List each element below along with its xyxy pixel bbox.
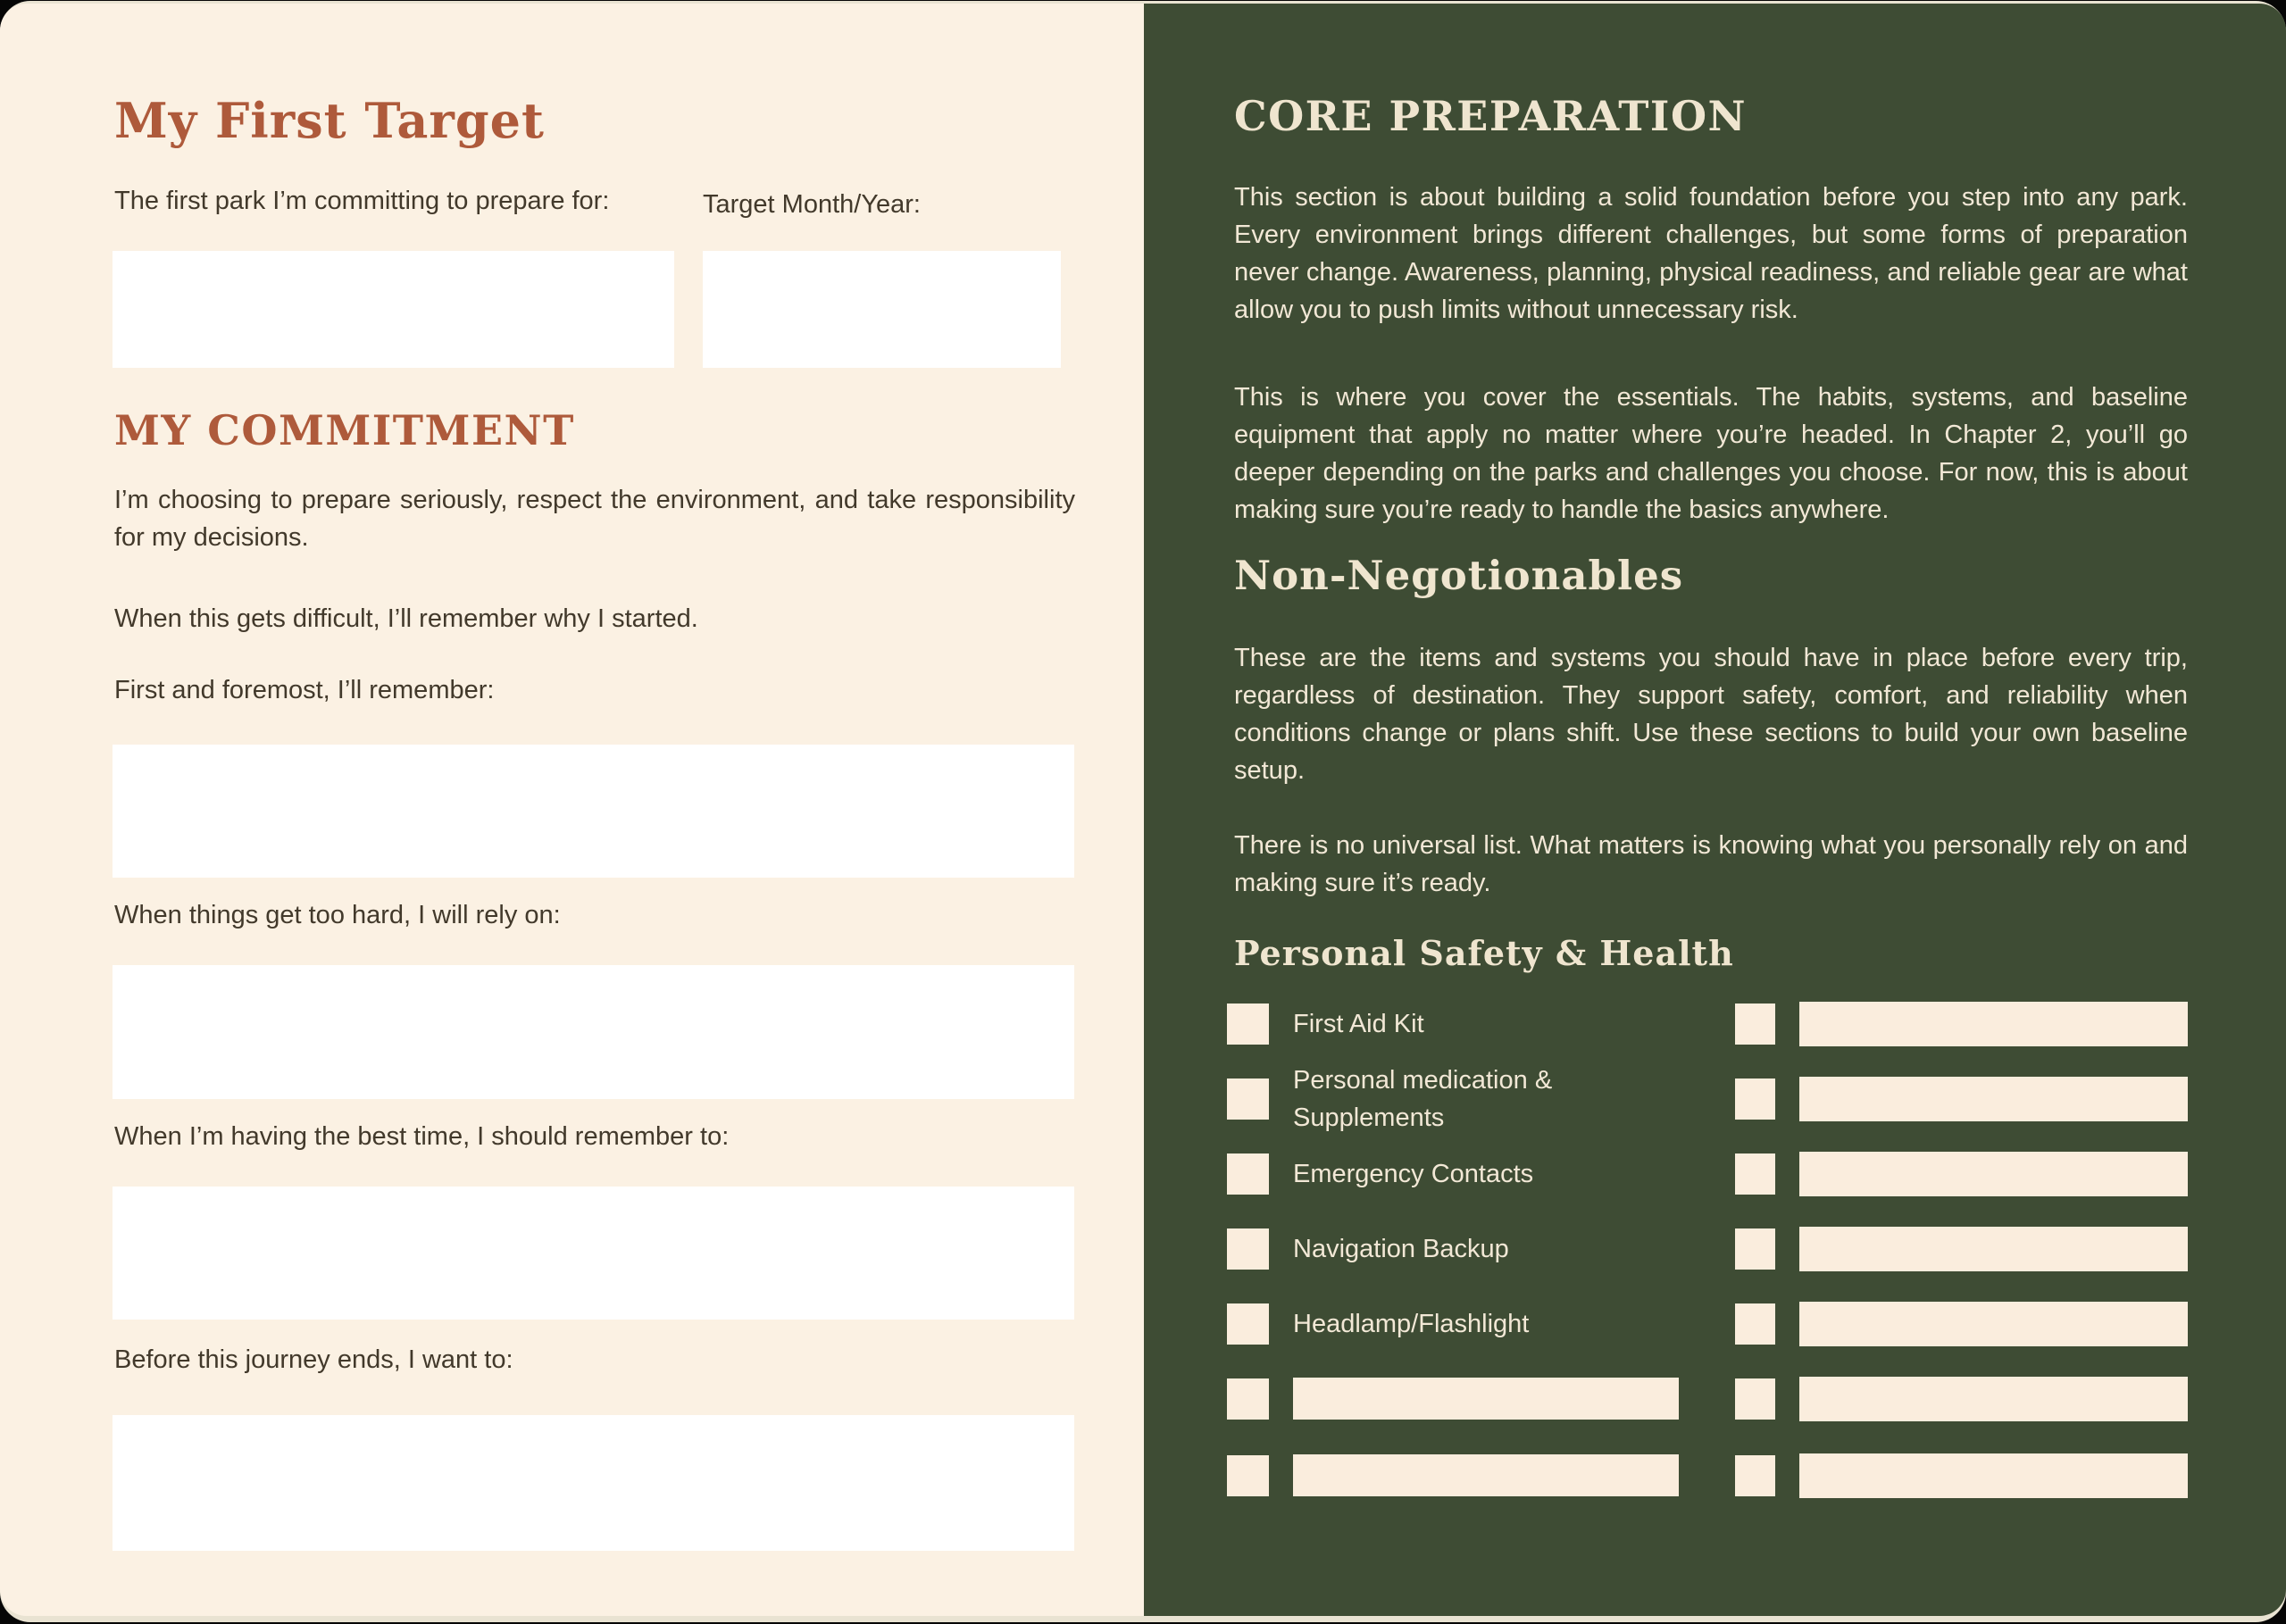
notes-checkbox[interactable] [1735, 1378, 1775, 1420]
notes-line-input[interactable] [1799, 1377, 2188, 1421]
rely-on-prompt-label: When things get too hard, I will rely on: [114, 901, 561, 929]
checklist-row [1227, 1228, 2188, 1270]
notes-checkbox[interactable] [1735, 1455, 1775, 1496]
rely-on-input[interactable] [113, 965, 1074, 1099]
item-label-blank-input[interactable] [1293, 1454, 1679, 1496]
notes-checkbox[interactable] [1735, 1153, 1775, 1195]
item-checkbox[interactable] [1227, 1455, 1269, 1496]
checklist-row [1227, 1066, 2188, 1132]
first-park-label: The first park I’m committing to prepare for: [114, 187, 610, 215]
notes-line-input[interactable] [1799, 1302, 2188, 1346]
item-checkbox[interactable] [1227, 1378, 1269, 1420]
left-page-title: My First Target [114, 92, 545, 149]
checklist-title: Personal Safety & Health [1234, 933, 1734, 973]
non-negotiables-paragraph-1: These are the items and systems you should have in place before every trip, regardless of destination. They support safety, comfort, and reliability when conditions change or plans shift. Use these sections to build your own baseline setup. [1234, 644, 2188, 785]
core-preparation-title: CORE PREPARATION [1234, 92, 1748, 140]
non-negotiables-title: Non-Negotionables [1234, 552, 1684, 599]
item-label: First Aid Kit [1293, 1010, 1424, 1038]
notes-checkbox[interactable] [1735, 1228, 1775, 1270]
planner-page [0, 4, 2286, 1616]
item-label: Personal medication & Supplements [1293, 1066, 1553, 1132]
notes-checkbox[interactable] [1735, 1004, 1775, 1045]
item-label: Headlamp/Flashlight [1293, 1310, 1530, 1338]
journey-end-prompt-label: Before this journey ends, I want to: [114, 1345, 513, 1374]
target-date-label: Target Month/Year: [703, 190, 921, 219]
item-label-blank-input[interactable] [1293, 1378, 1679, 1420]
notes-line-input[interactable] [1799, 1077, 2188, 1121]
target-date-input[interactable] [703, 251, 1061, 368]
item-checkbox[interactable] [1227, 1153, 1269, 1195]
item-label: Navigation Backup [1293, 1235, 1509, 1263]
item-checkbox[interactable] [1227, 1079, 1269, 1120]
journey-end-input[interactable] [113, 1415, 1074, 1551]
commitment-reminder: When this gets difficult, I’ll remember why I started. [114, 604, 698, 633]
commitment-paragraph: I’m choosing to prepare seriously, respect the environment, and take responsibility for my decisions. [114, 486, 1075, 552]
notes-line-input[interactable] [1799, 1227, 2188, 1271]
checklist-row [1227, 1303, 2188, 1345]
intro-paragraph-2: This is where you cover the essentials. The habits, systems, and baseline equipment that apply no matter where you’re headed. In Chapter 2, you’ll go deeper depending on the parks and challenges you choose. For now, this is about making sure you’re ready to handle the basics anywhere. [1234, 383, 2188, 524]
checklist-row [1227, 1153, 2188, 1195]
notes-checkbox[interactable] [1735, 1303, 1775, 1345]
checklist-row [1227, 1004, 2188, 1045]
commitment-title: MY COMMITMENT [114, 406, 575, 454]
remember-input[interactable] [113, 745, 1074, 878]
item-checkbox[interactable] [1227, 1004, 1269, 1045]
notes-line-input[interactable] [1799, 1002, 2188, 1046]
notes-line-input[interactable] [1799, 1453, 2188, 1498]
item-checkbox[interactable] [1227, 1228, 1269, 1270]
best-time-prompt-label: When I’m having the best time, I should remember to: [114, 1122, 730, 1151]
intro-paragraph-1: This section is about building a solid foundation before you step into any park. Every environment brings different challenges, but some forms of preparation never change. Awareness, planning, physical readiness, and reliable gear are what allow you to push limits without unnecessary risk. [1234, 183, 2188, 324]
best-time-input[interactable] [113, 1187, 1074, 1320]
first-park-input[interactable] [113, 251, 674, 368]
non-negotiables-paragraph-2: There is no universal list. What matters is knowing what you personally rely on and making sure it’s ready. [1234, 831, 2188, 897]
item-label: Emergency Contacts [1293, 1160, 1534, 1188]
checklist-row [1227, 1378, 2188, 1420]
notes-checkbox[interactable] [1735, 1079, 1775, 1120]
checklist-row [1227, 1455, 2188, 1496]
remember-prompt-label: First and foremost, I’ll remember: [114, 676, 495, 704]
notes-line-input[interactable] [1799, 1152, 2188, 1196]
item-checkbox[interactable] [1227, 1303, 1269, 1345]
